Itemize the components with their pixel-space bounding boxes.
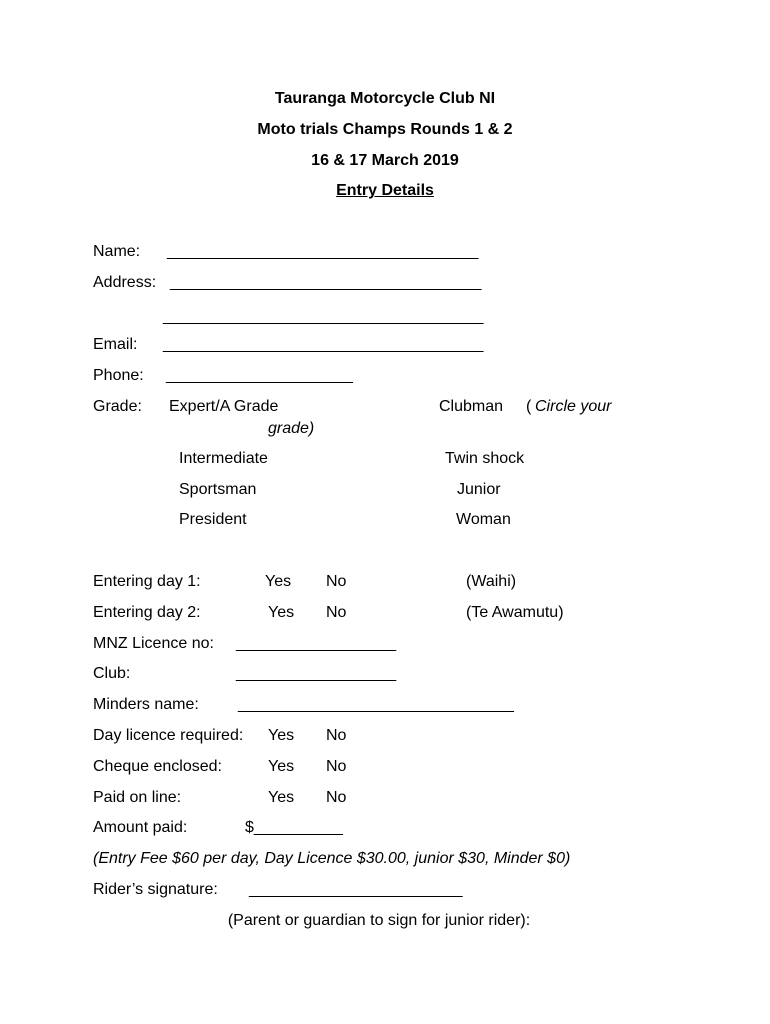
day2-location: (Te Awamutu) <box>466 604 564 621</box>
grade-option-woman[interactable]: Woman <box>456 511 511 528</box>
cheque-label: Cheque enclosed: <box>93 758 222 775</box>
event-title: Moto trials Champs Rounds 1 & 2 <box>257 121 513 138</box>
mnz-licence-label: MNZ Licence no: <box>93 635 214 652</box>
day1-location: (Waihi) <box>466 573 517 590</box>
email-field-line[interactable]: ____________________________________ <box>163 336 484 353</box>
paid-online-no-option[interactable]: No <box>326 789 347 806</box>
grade-note-grade: grade) <box>268 420 315 437</box>
day1-yes-option[interactable]: Yes <box>265 573 292 590</box>
day2-label: Entering day 2: <box>93 604 201 621</box>
cheque-no-option[interactable]: No <box>326 758 347 775</box>
club-label: Club: <box>93 665 131 682</box>
rider-signature-label: Rider’s signature: <box>93 881 218 898</box>
name-field-line[interactable]: ___________________________________ <box>167 243 479 260</box>
grade-option-intermediate[interactable]: Intermediate <box>179 450 268 467</box>
phone-label: Phone: <box>93 367 144 384</box>
paid-online-yes-option[interactable]: Yes <box>268 789 295 806</box>
club-field-line[interactable]: __________________ <box>236 665 397 682</box>
grade-option-sportsman[interactable]: Sportsman <box>179 481 257 498</box>
grade-note-open: ( <box>526 398 532 415</box>
day1-no-option[interactable]: No <box>326 573 347 590</box>
amount-paid-label: Amount paid: <box>93 819 188 836</box>
paid-online-label: Paid on line: <box>93 789 182 806</box>
address-field-line-1[interactable]: ___________________________________ <box>170 274 482 291</box>
event-date: 16 & 17 March 2019 <box>311 152 459 169</box>
grade-option-expert[interactable]: Expert/A Grade <box>169 398 279 415</box>
section-title: Entry Details <box>336 182 434 199</box>
guardian-note: (Parent or guardian to sign for junior rider): <box>227 912 531 929</box>
day2-no-option[interactable]: No <box>326 604 347 621</box>
rider-signature-field-line[interactable]: ________________________ <box>249 881 463 898</box>
name-label: Name: <box>93 243 141 260</box>
day-licence-label: Day licence required: <box>93 727 244 744</box>
cheque-yes-option[interactable]: Yes <box>268 758 295 775</box>
amount-paid-field-line[interactable]: $__________ <box>245 819 343 836</box>
address-label: Address: <box>93 274 157 291</box>
day-licence-yes-option[interactable]: Yes <box>268 727 295 744</box>
email-label: Email: <box>93 336 138 353</box>
day2-yes-option[interactable]: Yes <box>268 604 295 621</box>
grade-option-president[interactable]: President <box>179 511 247 528</box>
phone-field-line[interactable]: _____________________ <box>166 367 353 384</box>
minders-name-label: Minders name: <box>93 696 199 713</box>
grade-option-clubman[interactable]: Clubman <box>439 398 504 415</box>
mnz-licence-field-line[interactable]: __________________ <box>236 635 397 652</box>
minders-name-field-line[interactable]: _______________________________ <box>238 696 514 713</box>
day-licence-no-option[interactable]: No <box>326 727 347 744</box>
day1-label: Entering day 1: <box>93 573 201 590</box>
grade-label: Grade: <box>93 398 142 415</box>
grade-option-junior[interactable]: Junior <box>457 481 501 498</box>
address-field-line-2[interactable]: ____________________________________ <box>163 308 484 325</box>
club-title: Tauranga Motorcycle Club NI <box>274 90 496 107</box>
grade-option-twin-shock[interactable]: Twin shock <box>445 450 525 467</box>
grade-note-circle: Circle your <box>535 398 612 415</box>
fees-note: (Entry Fee $60 per day, Day Licence $30.00, junior $30, Minder $0) <box>93 850 571 867</box>
